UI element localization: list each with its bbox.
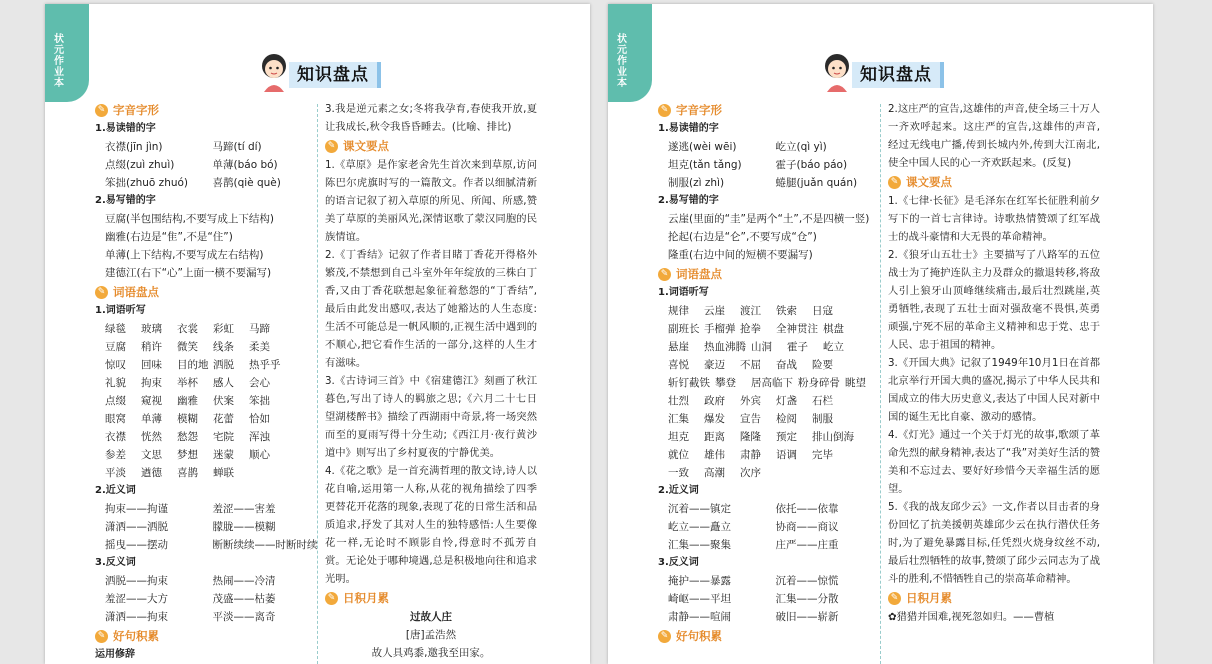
lesson-point: 4.《花之歌》是一首充满哲理的散文诗,诗人以花自喻,运用第一人称,从花的视角描绘了四季更替花开花落的现象,表现了花的日常生活和品质追求,抒发了其对人生的独特感悟:人生要像花一样,无论时不顾影自怜,得意时不孤芳自赏。无论处于哪种境遇,总是积极地向往和追求光明。 [325, 465, 537, 585]
section-heading: ✎ 好句积累 [95, 626, 320, 646]
sentence-item: 2.这庄严的宣告,这雄伟的声音,使全场三十万人一齐欢呼起来。这庄严的宣告,这雄伟的声音,经过无线电广播,传到长城内外,传到大江南北,使全中国人民的心一齐欢跃起来。(反复) [888, 103, 1101, 169]
vocab-word: 奋战 [776, 359, 797, 371]
vocab-word: 云崖 [704, 305, 725, 317]
vocab-word: 热乎乎 [249, 359, 281, 371]
vocab-word: 检阅 [776, 413, 797, 425]
side-tab [608, 4, 652, 102]
xiezi-item: 单薄(上下结构,不要写成左右结构) [105, 249, 264, 261]
vocab-word: 肃静 [740, 449, 761, 461]
sentence-item: 3.我是逆元素之女;冬将我孕育,春使我开放,夏让我成长,秋令我昏昏睡去。(比喻、排比) [325, 103, 537, 133]
pencil-icon: ✎ [658, 104, 671, 117]
vocab-word: 完毕 [812, 449, 833, 461]
vocab-word: 高潮 [704, 467, 725, 479]
antonym-grid [95, 572, 320, 626]
vocab-word: 险要 [812, 359, 833, 371]
vocab-word: 衣襟 [105, 431, 126, 443]
vocab-word: 预定 [776, 431, 797, 443]
vocab-word: 恍然 [141, 431, 162, 443]
pinyin-item: 蜷腿(juǎn quán) [775, 177, 858, 189]
poem-title: 过故人庄 [410, 611, 452, 623]
vocab-word: 玻璃 [141, 323, 162, 335]
vocab-word: 笨拙 [249, 395, 270, 407]
lesson-point: 3.《开国大典》记叙了1949年10月1日在首都北京举行开国大典的盛况,揭示了中华人民共和国成立的伟大历史意义,表达了中国人民对新中国的诞生无比自豪、激动的感情。 [888, 357, 1100, 423]
synonym-pair: 沉着——镇定 [668, 503, 731, 515]
duyin-grid [95, 138, 320, 192]
synonym-pair: 朦胧——模糊 [212, 521, 276, 533]
pinyin-item: 制服(zì zhì) [668, 177, 725, 189]
vocab-word: 外宾 [740, 395, 761, 407]
vocab-word: 顺心 [249, 449, 270, 461]
vocab-word: 副班长 [668, 323, 700, 335]
pencil-icon: ✎ [95, 630, 108, 643]
pencil-icon: ✎ [95, 286, 108, 299]
pinyin-item: 坦克(tǎn tǎng) [668, 159, 742, 171]
vocab-word: 模糊 [177, 413, 198, 425]
vocab-word: 花蕾 [213, 413, 234, 425]
section-heading: ✎ 字音字形 [95, 100, 320, 120]
antonym-pair: 潇洒——拘束 [105, 611, 168, 623]
vocab-word: 热血沸腾 [704, 341, 746, 353]
vocab-word: 微笑 [177, 341, 198, 353]
vocab-word: 规律 [668, 305, 689, 317]
section-heading: ✎ 字音字形 [658, 100, 883, 120]
vocab-word: 回味 [141, 359, 162, 371]
vocab-word: 山洞 [751, 341, 772, 353]
lesson-point: 4.《灯光》通过一个关于灯光的故事,歌颂了革命先烈的献身精神,表达了“我”对美好生活的赞美和不忘过去、要好好珍惜今天幸福生活的愿望。 [888, 429, 1100, 495]
antonym-pair: 汇集——分散 [775, 593, 839, 605]
vocab-word: 抢拳 [740, 323, 761, 335]
vocab-word: 彩虹 [213, 323, 234, 335]
antonym-pair: 茂盛——枯萎 [212, 593, 276, 605]
side-tab-label: 状元作业本 [54, 34, 64, 89]
vocab-word: 石栏 [812, 395, 833, 407]
xiezi-item: 幽雅(右边是“隹”,不是“住”) [105, 231, 233, 243]
vocab-word: 文思 [141, 449, 162, 461]
pinyin-item: 单薄(báo bó) [212, 159, 278, 171]
vocab-word: 悬崖 [668, 341, 689, 353]
vocab-word: 手榴弹 [704, 323, 736, 335]
pencil-icon: ✎ [658, 268, 671, 281]
vocab-word: 宅院 [213, 431, 234, 443]
xiezi-item: 抡起(右边是“仑”,不要写成“仓”) [668, 231, 817, 243]
pinyin-item: 点缀(zuì zhuì) [105, 159, 175, 171]
subheading: 1.易读错的字 [658, 123, 719, 134]
section-heading: ✎ 课文要点 [888, 172, 1100, 192]
vocab-word: 稍许 [141, 341, 162, 353]
word-list [658, 302, 883, 482]
vocab-word: 雄伟 [704, 449, 725, 461]
page-left [45, 4, 590, 664]
antonym-pair: 羞涩——大方 [105, 593, 168, 605]
antonym-pair: 洒脱——拘束 [105, 575, 168, 587]
girl-mascot-icon [818, 52, 856, 92]
vocab-word: 喜悦 [668, 359, 689, 371]
pinyin-item: 喜鹊(qiè què) [212, 177, 281, 189]
antonym-pair: 肃静——喧闹 [668, 611, 731, 623]
synonym-pair: 协商——商议 [775, 521, 839, 533]
poem-author: [唐]孟浩然 [405, 629, 457, 641]
xiezi-item: 云崖(里面的“圭”是两个“土”,不是四横一竖) [668, 213, 870, 225]
antonym-pair: 热闹——冷清 [212, 575, 276, 587]
pinyin-item: 笨拙(zhuō zhuó) [105, 177, 189, 189]
duyin-grid [658, 138, 883, 192]
vocab-word: 就位 [668, 449, 689, 461]
vocab-word: 隆隆 [740, 431, 761, 443]
subheading: 1.易读错的字 [95, 123, 156, 134]
antonym-grid [658, 572, 883, 626]
vocab-word: 渡江 [740, 305, 761, 317]
vocab-word: 政府 [704, 395, 725, 407]
vocab-word: 梦想 [177, 449, 198, 461]
pencil-icon: ✎ [888, 176, 901, 189]
xiezi-item: 隆重(右边中间的短横不要漏写) [668, 249, 813, 261]
synonym-pair: 依托——依靠 [775, 503, 839, 515]
vocab-word: 日寇 [812, 305, 833, 317]
vocab-word: 粉身碎骨 [798, 377, 840, 389]
subheading: 1.词语听写 [658, 287, 709, 298]
poem-line: 故人具鸡黍,邀我至田家。 [371, 647, 491, 659]
page-header [818, 50, 968, 96]
synonym-pair: 拘束——拘谨 [105, 503, 168, 515]
vocab-word: 制服 [812, 413, 833, 425]
vocab-word: 举杯 [177, 377, 198, 389]
side-tab-label: 状元作业本 [617, 34, 627, 89]
section-heading: ✎ 词语盘点 [95, 282, 320, 302]
vocab-word: 棋盘 [823, 323, 844, 335]
word-list [95, 320, 320, 482]
antonym-pair: 沉着——惊慌 [775, 575, 839, 587]
synonym-grid [95, 500, 320, 554]
vocab-word: 礼貌 [105, 377, 126, 389]
lesson-point: 1.《七律·长征》是毛泽东在红军长征胜利前夕写下的一首七言律诗。诗歌热情赞颂了红军战士的战斗豪情和大无畏的革命精神。 [888, 195, 1100, 243]
xiezi-item: 豆腐(半包围结构,不要写成上下结构) [105, 213, 275, 225]
vocab-word: 洒脱 [213, 359, 234, 371]
vocab-word: 浑浊 [249, 431, 270, 443]
vocab-word: 眺望 [845, 377, 866, 389]
vocab-word: 豆腐 [105, 341, 126, 353]
vocab-word: 斩钉截铁 [668, 377, 710, 389]
vocab-word: 语调 [776, 449, 797, 461]
vocab-word: 距离 [704, 431, 725, 443]
xiezi-item: 建德江(右下“心”上面一横不要漏写) [105, 267, 272, 279]
vocab-word: 攀登 [715, 377, 736, 389]
vocab-word: 单薄 [141, 413, 162, 425]
pinyin-item: 遂逃(wèi wēi) [668, 141, 737, 153]
side-tab [45, 4, 89, 102]
lesson-point: 2.《丁香结》记叙了作者目睹丁香花开得格外繁茂,不禁想到自己斗室外年年绽放的三株白丁香,又由丁香花联想起象征着愁怨的“丁香结”,最后由此发出感叹,表达了她豁达的人生态度:生活不可能总是一帆风顺的,正视生活中遇到的不顺心,把它看作生活的一部分,这样的人生才有滋味。 [325, 249, 537, 369]
vocab-word: 平淡 [105, 467, 126, 479]
vocab-word: 惊叹 [105, 359, 126, 371]
page-title: 知识盘点 [289, 62, 381, 88]
vocab-word: 柔美 [249, 341, 270, 353]
vocab-word: 窥视 [141, 395, 162, 407]
pencil-icon: ✎ [325, 592, 338, 605]
section-heading: ✎ 日积月累 [888, 588, 1100, 608]
subheading: 3.反义词 [95, 557, 136, 568]
vocab-word: 灯盏 [776, 395, 797, 407]
section-heading: ✎ 好句积累 [658, 626, 883, 646]
synonym-pair: 摇曳——摆动 [105, 539, 168, 551]
subheading: 2.易写错的字 [658, 195, 719, 206]
vocab-word: 蝉联 [213, 467, 234, 479]
page-header [255, 50, 405, 96]
left-column [658, 100, 883, 646]
vocab-word: 愁怨 [177, 431, 198, 443]
synonym-pair: 汇集——聚集 [668, 539, 731, 551]
section-heading: ✎ 课文要点 [325, 136, 537, 156]
vocab-word: 全神贯注 [776, 323, 818, 335]
synonym-grid [658, 500, 883, 554]
page-title: 知识盘点 [852, 62, 944, 88]
pencil-icon: ✎ [888, 592, 901, 605]
pinyin-item: 衣襟(jīn jìn) [105, 141, 163, 153]
pinyin-item: 屹立(qì yì) [775, 141, 827, 153]
vocab-word: 屹立 [823, 341, 844, 353]
riji-line: ✿猎猎并国难,视死忽如归。——曹植 [888, 611, 1055, 623]
subheading: 2.近义词 [658, 485, 699, 496]
synonym-pair: 庄严——庄重 [775, 539, 839, 551]
lesson-point: 2.《狼牙山五壮士》主要描写了八路军的五位战士为了掩护连队主力及群众的撤退转移,将敌人引上狼牙山顶峰继续痛击,最后壮烈跳崖,英勇牺牲,表现了五壮士面对强敌毫不畏惧,英勇顽强,宁死不屈的革命主义精神和忠于党、忠于人民、忠于祖国的精神。 [888, 249, 1100, 351]
vocab-word: 居高临下 [751, 377, 793, 389]
right-column [888, 100, 1100, 626]
antonym-pair: 破旧——崭新 [775, 611, 839, 623]
vocab-word: 一致 [668, 467, 689, 479]
vocab-word: 汇集 [668, 413, 689, 425]
vocab-word: 点缀 [105, 395, 126, 407]
subheading: 3.反义词 [658, 557, 699, 568]
vocab-word: 铁索 [776, 305, 797, 317]
right-column [325, 100, 537, 662]
vocab-word: 爆发 [704, 413, 725, 425]
subheading: 运用修辞 [95, 649, 135, 660]
antonym-pair: 平淡——离奇 [212, 611, 276, 623]
vocab-word: 衣裳 [177, 323, 198, 335]
vocab-word: 喜鹊 [177, 467, 198, 479]
lesson-point: 3.《古诗词三首》中《宿建德江》刻画了秋江暮色,写出了诗人的羁旅之思;《六月二十七日望湖楼醉书》描绘了西湖雨中奇景,将一场突然而至的夏雨写得十分生动;《西江月·夜行黄沙道中》则写出了乡村夏夜的宁静优美。 [325, 375, 537, 459]
synonym-pair: 羞涩——害羞 [212, 503, 276, 515]
vocab-word: 豪迈 [704, 359, 725, 371]
antonym-pair: 掩护——暴露 [668, 575, 731, 587]
pinyin-item: 马蹄(tí dí) [212, 141, 262, 153]
subheading: 1.词语听写 [95, 305, 146, 316]
vocab-word: 会心 [249, 377, 270, 389]
vocab-word: 遒德 [141, 467, 162, 479]
vocab-word: 次序 [740, 467, 761, 479]
antonym-pair: 崎岖——平坦 [668, 593, 731, 605]
girl-mascot-icon [255, 52, 293, 92]
lesson-point: 5.《我的战友邱少云》一文,作者以目击者的身份回忆了抗美援朝英雄邱少云在执行潜伏任务时,为了避免暴露目标,任凭烈火烧身纹丝不动,最后壮烈牺牲的故事,赞颂了邱少云同志为了战斗的胜利,不惜牺牲自己的崇高革命精神。 [888, 501, 1100, 585]
synonym-pair: 断断续续——时断时续 [212, 539, 318, 551]
subheading: 2.易写错的字 [95, 195, 156, 206]
vocab-word: 参差 [105, 449, 126, 461]
vocab-word: 感人 [213, 377, 234, 389]
subheading: 2.近义词 [95, 485, 136, 496]
vocab-word: 排山倒海 [812, 431, 854, 443]
pencil-icon: ✎ [95, 104, 108, 117]
vocab-word: 线条 [213, 341, 234, 353]
left-column [95, 100, 320, 664]
vocab-word: 霍子 [787, 341, 808, 353]
synonym-pair: 屹立——矗立 [668, 521, 731, 533]
vocab-word: 不屈 [740, 359, 761, 371]
vocab-word: 眼窝 [105, 413, 126, 425]
vocab-word: 迷蒙 [213, 449, 234, 461]
vocab-word: 马蹄 [249, 323, 270, 335]
page-right [608, 4, 1153, 664]
synonym-pair: 潇洒——洒脱 [105, 521, 168, 533]
vocab-word: 坦克 [668, 431, 689, 443]
vocab-word: 幽雅 [177, 395, 198, 407]
section-heading: ✎ 日积月累 [325, 588, 537, 608]
lesson-point: 1.《草原》是作家老舍先生首次来到草原,访问陈巴尔虎旗时写的一篇散文。作者以细腻清新的语言记叙了初入草原的所见、所闻、所感,赞美了草原的美丽风光,深情讴歌了蒙汉同胞的民族情谊。 [325, 159, 537, 243]
vocab-word: 壮烈 [668, 395, 689, 407]
section-heading: ✎ 词语盘点 [658, 264, 883, 284]
pencil-icon: ✎ [658, 630, 671, 643]
vocab-word: 拘束 [141, 377, 162, 389]
pinyin-item: 霍子(báo páo) [775, 159, 848, 171]
pencil-icon: ✎ [325, 140, 338, 153]
vocab-word: 恰如 [249, 413, 270, 425]
vocab-word: 绿毯 [105, 323, 126, 335]
vocab-word: 目的地 [177, 359, 209, 371]
vocab-word: 宣告 [740, 413, 761, 425]
vocab-word: 伏案 [213, 395, 234, 407]
